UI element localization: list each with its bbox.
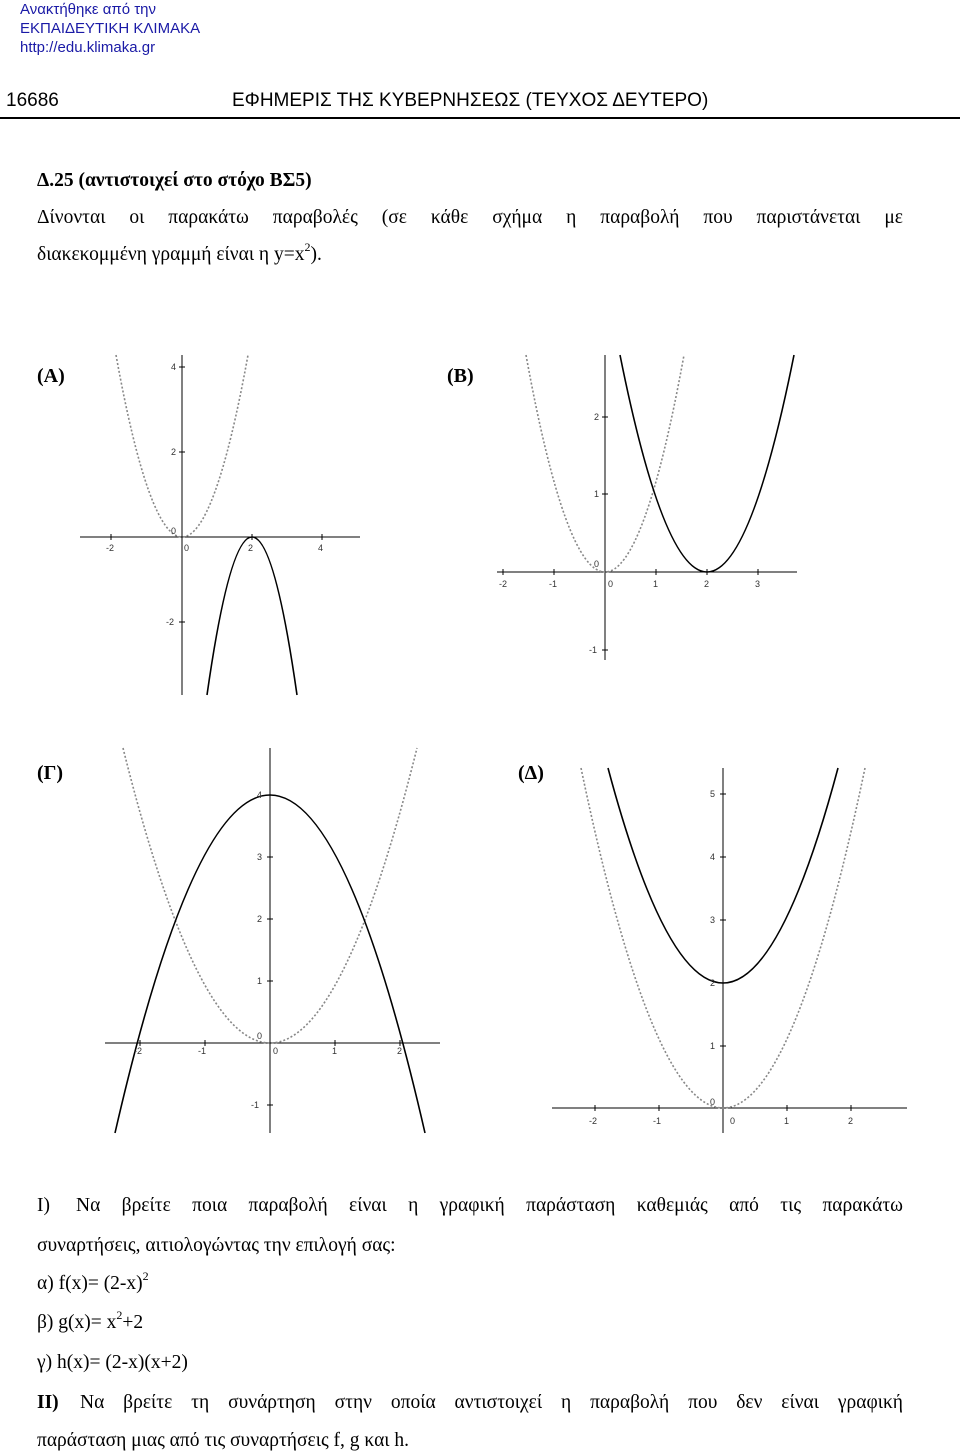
source-link[interactable]: http://edu.klimaka.gr (20, 39, 156, 56)
graph-label-c: (Γ) (37, 762, 64, 784)
x-tick-label: -2 (134, 1046, 143, 1056)
x-tick-label: 1 (332, 1046, 338, 1056)
x-tick-label: 1 (784, 1116, 790, 1126)
y-tick-label: 5 (710, 789, 716, 799)
x-tick-label: 0 (184, 543, 190, 553)
y-tick-label: 0 (171, 526, 177, 536)
function-f-text: α) f(x)= (2-x) (37, 1273, 143, 1294)
function-g-tail: +2 (122, 1312, 144, 1333)
function-f (37, 1269, 149, 1295)
y-tick-label: -1 (251, 1100, 260, 1110)
x-tick-label: -1 (653, 1116, 662, 1126)
source-line-2: ΕΚΠΑΙΔΕΥΤΙΚΗ ΚΛΙΜΑΚΑ (20, 20, 201, 37)
solid-parabola-b (620, 355, 794, 572)
solid-parabola-a (207, 537, 297, 695)
y-tick-label: 2 (710, 978, 716, 988)
function-g-text: β) g(x)= x (37, 1312, 117, 1333)
graph-c (105, 748, 440, 1133)
graph-a (80, 355, 360, 695)
question-1-line-1: Να βρείτε ποια παραβολή είναι η γραφική παράσταση καθεμιάς από τις παρακάτω (76, 1195, 903, 1216)
x-tick-label: 0 (273, 1046, 279, 1056)
function-f-exponent: 2 (142, 1269, 149, 1283)
intro-line-1: Δίνονται οι παρακάτω παραβολές (σε κάθε σχήμα η παραβολή που παριστάνεται με (37, 207, 903, 228)
header-rule (0, 117, 960, 119)
exercise-title: Δ.25 (αντιστοιχεί στο στόχο ΒΣ5) (37, 170, 312, 191)
graph-label-a: (Α) (37, 365, 65, 387)
x-tick-label: 4 (318, 543, 324, 553)
x-tick-label: -2 (106, 543, 115, 553)
graph-d (552, 768, 907, 1133)
question-1-line-2: συναρτήσεις, αιτιολογώντας την επιλογή σας: (37, 1235, 396, 1256)
source-line-1: Ανακτήθηκε από την (20, 1, 157, 18)
y-tick-label: -2 (166, 617, 175, 627)
x-tick-label: 0 (608, 579, 614, 589)
function-g (37, 1308, 144, 1334)
y-tick-label: 2 (594, 412, 600, 422)
page-number: 16686 (6, 90, 59, 111)
x-tick-label: 2 (248, 543, 254, 553)
y-tick-label: 1 (710, 1041, 716, 1051)
y-tick-label: 2 (257, 914, 263, 924)
x-tick-label: 1 (653, 579, 659, 589)
graph-b (497, 355, 797, 660)
intro-exponent: 2 (304, 240, 311, 254)
x-tick-label: -2 (589, 1116, 598, 1126)
question-1-number: Ι) (37, 1195, 50, 1216)
y-tick-label: 0 (710, 1097, 716, 1107)
x-tick-label: 2 (848, 1116, 854, 1126)
x-tick-label: -2 (499, 579, 508, 589)
question-2-number: ΙΙ) (37, 1392, 59, 1413)
y-tick-label: 4 (710, 852, 716, 862)
y-tick-label: 1 (594, 489, 600, 499)
question-2-line-2: παράσταση μιας από τις συναρτήσεις f, g και h. (37, 1430, 410, 1451)
y-tick-label: 3 (710, 915, 716, 925)
x-tick-label: 2 (397, 1046, 403, 1056)
x-tick-label: 3 (755, 579, 761, 589)
x-tick-label: 2 (704, 579, 710, 589)
function-g-exponent: 2 (116, 1308, 123, 1322)
y-tick-label: 4 (257, 790, 263, 800)
intro-text: διακεκομμένη γραμμή είναι η y=x (37, 244, 305, 265)
y-tick-label: -1 (589, 645, 598, 655)
source-note (20, 0, 200, 57)
intro-close: ). (310, 244, 322, 265)
x-tick-label: -1 (549, 579, 558, 589)
y-tick-label: 3 (257, 852, 263, 862)
y-tick-label: 0 (594, 559, 600, 569)
y-tick-label: 1 (257, 976, 263, 986)
journal-title: ΕΦΗΜΕΡΙΣ ΤΗΣ ΚΥΒΕΡΝΗΣΕΩΣ (ΤΕΥΧΟΣ ΔΕΥΤΕΡΟ) (232, 90, 709, 111)
graph-label-d: (Δ) (518, 762, 544, 784)
question-2-line-1: Να βρείτε τη συνάρτηση στην οποία αντιστοιχεί η παραβολή που δεν είναι γραφική (80, 1392, 903, 1413)
function-h: γ) h(x)= (2-x)(x+2) (37, 1352, 188, 1373)
x-tick-label: 0 (730, 1116, 736, 1126)
y-tick-label: 4 (171, 362, 177, 372)
graph-label-b: (Β) (447, 365, 474, 387)
y-tick-label: 2 (171, 447, 177, 457)
intro-line-2 (37, 240, 322, 266)
x-tick-label: -1 (198, 1046, 207, 1056)
y-tick-label: 0 (257, 1031, 263, 1041)
